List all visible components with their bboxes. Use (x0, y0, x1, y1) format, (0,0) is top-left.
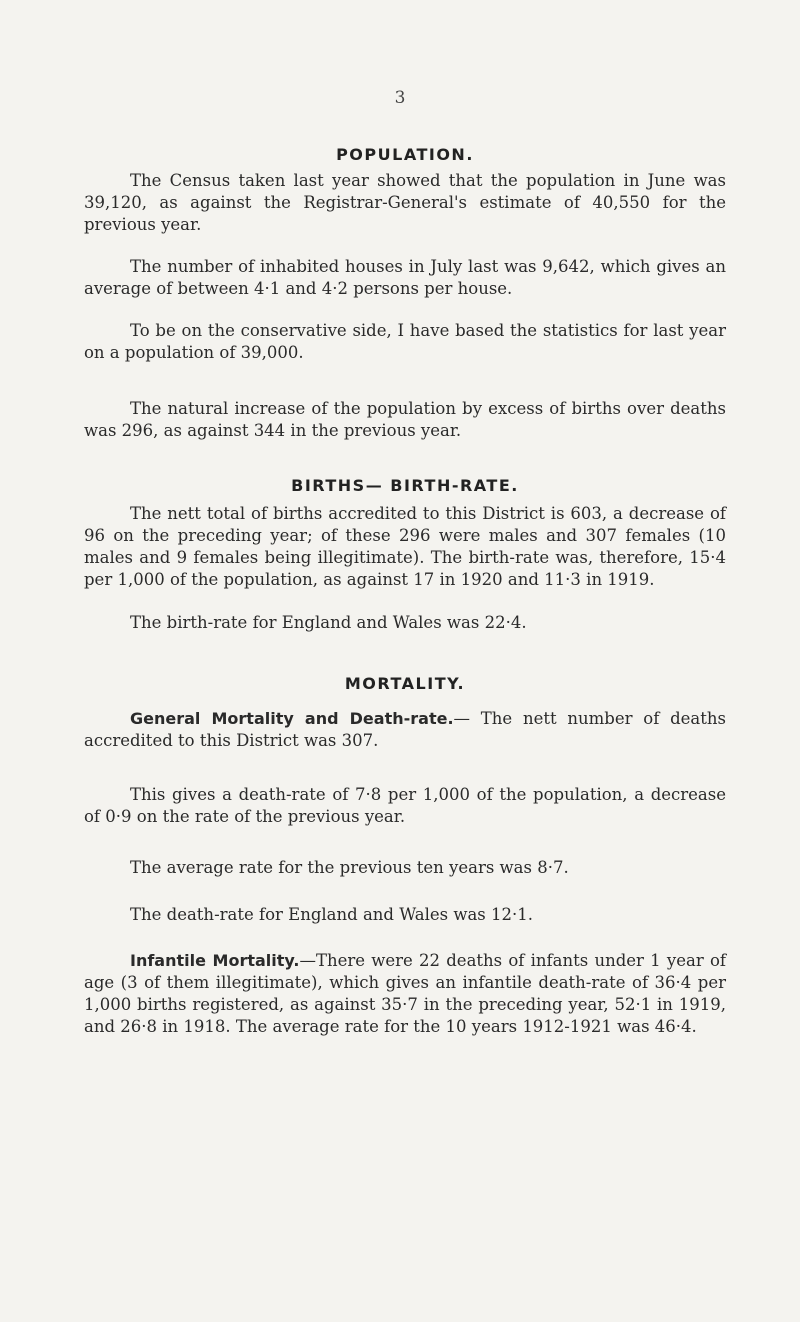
births-heading: BIRTHS— BIRTH-RATE. (291, 476, 519, 495)
infantile-mortality-text: —There were 22 deaths of infants under 1 year of age (3 of them illegitimate), which gives an infantile death-rate of 36·4 per 1,000 births registered, as against 35·7 in the preceding year, 52·1 in 1919, and 26·8 in 1918. The average rate for the 10 years 1912-1921 was 46·4. (84, 951, 727, 1036)
mortality-heading: MORTALITY. (344, 674, 466, 693)
infantile-mortality-paragraph (84, 950, 726, 1038)
page-number: 3 (394, 88, 406, 108)
general-mortality-text: — The nett number of deaths accredited to this District was 307. (84, 709, 726, 750)
births-paragraph-1: The nett total of births accredited to this District is 603, a decrease of 96 on the preceding year; of these 296 were males and 307 females (10 males and 9 females being illegitimate). The birth-rate was, therefore, 15·4 per 1,000 of the population, as against 17 in 1920 and 11·3 in 1919. (84, 504, 726, 589)
population-paragraph-3: To be on the conservative side, I have based the statistics for last year on a population of 39,000. (84, 321, 726, 362)
mortality-paragraph-1: This gives a death-rate of 7·8 per 1,000 of the population, a decrease of 0·9 on the rate of the previous year. (84, 785, 726, 826)
births-paragraph-2: The birth-rate for England and Wales was 22·4. (130, 613, 527, 632)
population-paragraph-1: The Census taken last year showed that the population in June was 39,120, as against the Registrar-General's estimate of 40,550 for the previous year. (84, 171, 726, 234)
population-paragraph-4: The natural increase of the population by excess of births over deaths was 296, as against 344 in the previous year. (84, 399, 726, 440)
general-mortality-title: General Mortality and Death-rate. (130, 709, 454, 728)
infantile-mortality-title: Infantile Mortality. (130, 951, 300, 970)
population-heading: POPULATION. (336, 145, 474, 164)
population-paragraph-2: The number of inhabited houses in July last was 9,642, which gives an average of between 4·1 and 4·2 persons per house. (84, 257, 726, 298)
mortality-paragraph-3: The death-rate for England and Wales was 12·1. (130, 905, 534, 924)
general-mortality-paragraph (84, 708, 726, 752)
mortality-paragraph-2: The average rate for the previous ten years was 8·7. (130, 858, 569, 877)
